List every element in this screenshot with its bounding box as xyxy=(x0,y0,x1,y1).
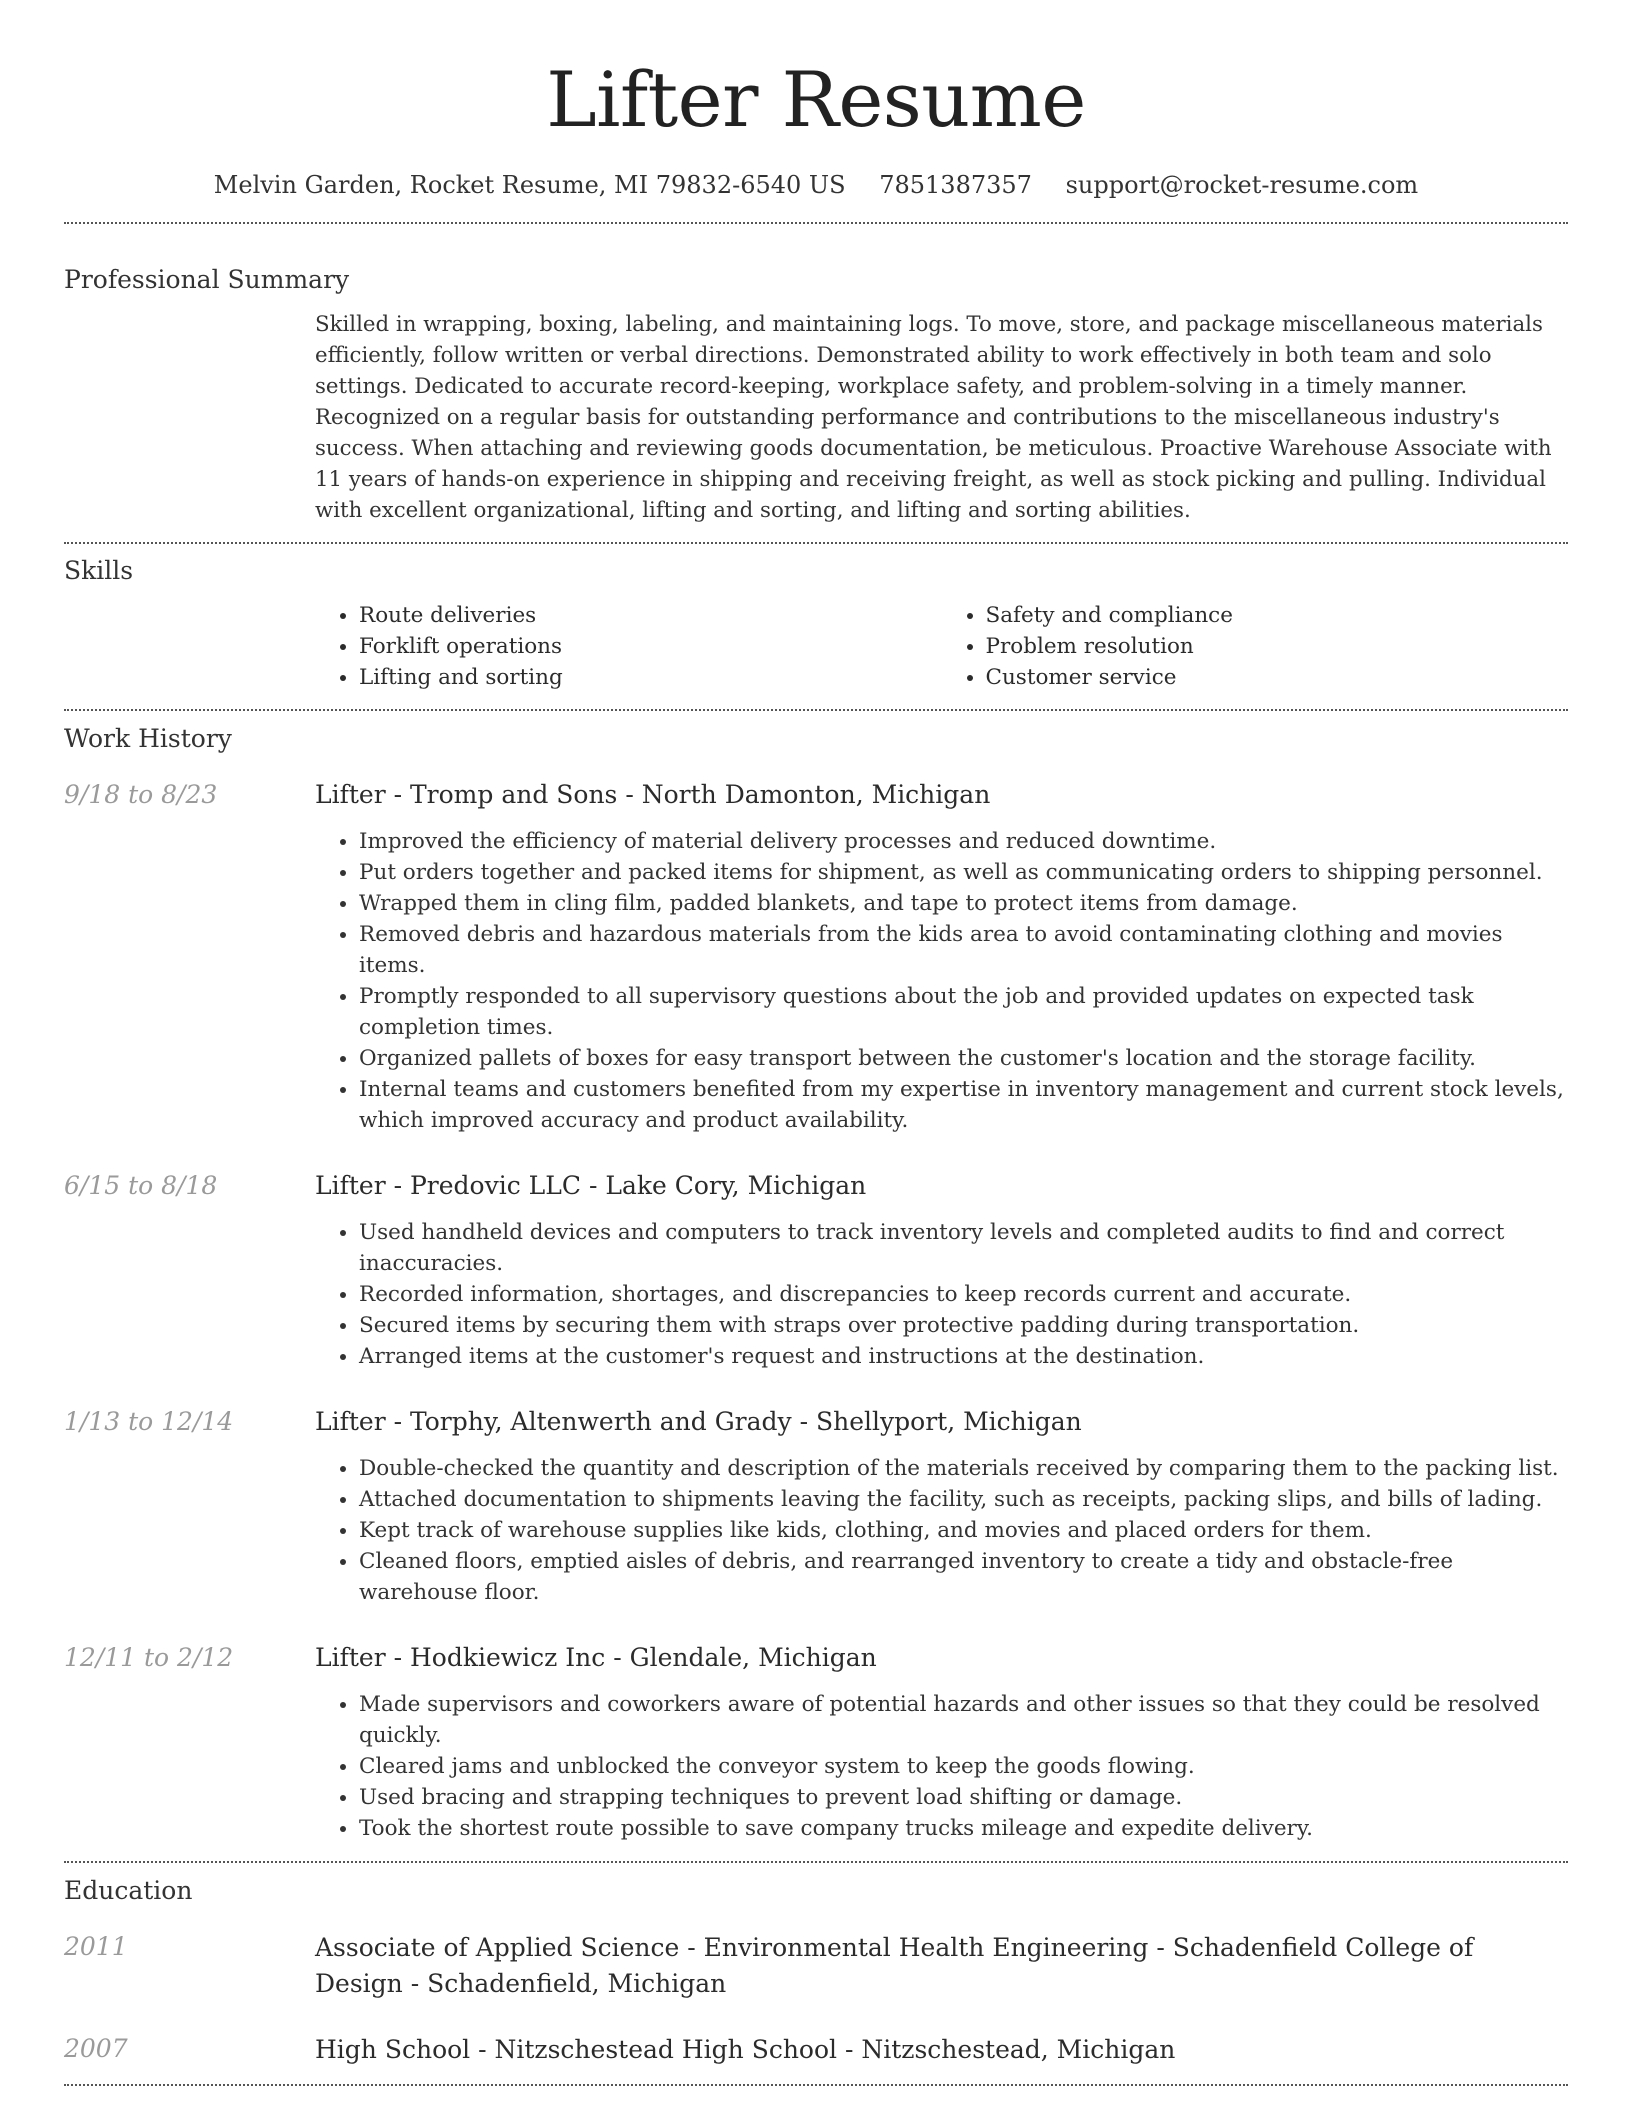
resume-page xyxy=(64,0,1568,2086)
summary-section xyxy=(64,309,1568,526)
contact-address: Melvin Garden, Rocket Resume, MI 79832-6540 US xyxy=(213,171,846,199)
summary-text: Skilled in wrapping, boxing, labeling, and maintaining logs. To move, store, and package miscellaneous materials efficiently, follow written or verbal directions. Demonstrated ability to work effectively in both team and solo settings. Dedicated to accurate record-keeping, workplace safety, and problem-solving in a timely manner. Recognized on a regular basis for outstanding performance and contributions to the miscellaneous industry's success. When attaching and reviewing goods documentation, be meticulous. Proactive Warehouse Associate with 11 years of hands-on experience in shipping and receiving freight, as well as stock picking and pulling. Individual with excellent organizational, lifting and sorting, and lifting and sorting abilities. xyxy=(315,312,1552,523)
work-history-heading: Work History xyxy=(64,724,232,753)
divider xyxy=(64,709,1568,711)
job-bullet: • Cleared jams and unblocked the conveyor system to keep the goods flowing. xyxy=(359,1751,1568,1782)
job-bullet: • Wrapped them in cling film, padded blankets, and tape to protect items from damage. xyxy=(359,888,1568,919)
job-bullet: • Made supervisors and coworkers aware of potential hazards and other issues so that they could be resolved quickly. xyxy=(359,1689,1568,1751)
job-bullet: • Internal teams and customers benefited from my expertise in inventory management and current stock levels, which improved accuracy and product availability. xyxy=(359,1074,1568,1136)
skill-item: • Route deliveries xyxy=(359,600,942,631)
divider xyxy=(64,222,1568,224)
job-bullet: • Promptly responded to all supervisory questions about the job and provided updates on expected task completion times. xyxy=(359,981,1568,1043)
job-bullet: • Used bracing and strapping techniques to prevent load shifting or damage. xyxy=(359,1782,1568,1813)
job-bullet: • Attached documentation to shipments leaving the facility, such as receipts, packing slips, and bills of lading. xyxy=(359,1484,1568,1515)
skills-list xyxy=(315,600,1568,693)
job-bullet: • Organized pallets of boxes for easy transport between the customer's location and the storage facility. xyxy=(359,1043,1568,1074)
education-entry xyxy=(64,2032,1568,2068)
job-entry xyxy=(64,778,1568,1136)
job-entry xyxy=(64,1405,1568,1608)
skill-item: • Lifting and sorting xyxy=(359,662,942,693)
education-title: Associate of Applied Science - Environmental Health Engineering - Schadenfield College of Design - Schadenfield, Michigan xyxy=(315,1933,1474,1998)
skill-item: • Customer service xyxy=(986,662,1569,693)
job-entry xyxy=(64,1641,1568,1844)
job-title: Lifter - Tromp and Sons - North Damonton, Michigan xyxy=(315,780,991,809)
skill-item: • Safety and compliance xyxy=(986,600,1569,631)
job-bullet: • Used handheld devices and computers to track inventory levels and completed audits to find and correct inaccuracies. xyxy=(359,1217,1568,1279)
education-heading: Education xyxy=(64,1876,193,1905)
job-bullet: • Removed debris and hazardous materials from the kids area to avoid contaminating clothing and movies items. xyxy=(359,919,1568,981)
job-title: Lifter - Predovic LLC - Lake Cory, Michigan xyxy=(315,1171,867,1200)
job-bullets xyxy=(315,1453,1568,1608)
job-bullet: • Put orders together and packed items for shipment, as well as communicating orders to shipping personnel. xyxy=(359,857,1568,888)
job-bullet: • Improved the efficiency of material delivery processes and reduced downtime. xyxy=(359,826,1568,857)
job-bullet: • Arranged items at the customer's request and instructions at the destination. xyxy=(359,1341,1568,1372)
job-dates: 12/11 to 2/12 xyxy=(64,1643,234,1672)
skills-section xyxy=(64,600,1568,693)
divider xyxy=(64,2084,1568,2086)
resume-title: Lifter Resume xyxy=(546,55,1086,144)
job-bullets xyxy=(315,1689,1568,1844)
job-dates: 9/18 to 8/23 xyxy=(64,780,218,809)
job-bullet: • Recorded information, shortages, and discrepancies to keep records current and accurate. xyxy=(359,1279,1568,1310)
job-dates: 1/13 to 12/14 xyxy=(64,1407,234,1436)
education-year: 2007 xyxy=(64,2034,128,2063)
job-bullet: • Double-checked the quantity and description of the materials received by comparing them to the packing list. xyxy=(359,1453,1568,1484)
job-bullet: • Kept track of warehouse supplies like kids, clothing, and movies and placed orders for them. xyxy=(359,1515,1568,1546)
summary-heading: Professional Summary xyxy=(64,265,350,294)
job-bullet: • Secured items by securing them with straps over protective padding during transportation. xyxy=(359,1310,1568,1341)
contact-email: support@rocket-resume.com xyxy=(1065,171,1419,199)
skills-column-1 xyxy=(315,600,942,693)
skill-item: • Forklift operations xyxy=(359,631,942,662)
education-entry xyxy=(64,1930,1568,2002)
contact-phone: 7851387357 xyxy=(879,171,1032,199)
contact-line xyxy=(64,168,1568,202)
divider xyxy=(64,1861,1568,1863)
education-title: High School - Nitzschestead High School - Nitzschestead, Michigan xyxy=(315,2035,1176,2064)
job-entry xyxy=(64,1169,1568,1372)
education-year: 2011 xyxy=(64,1932,128,1961)
job-bullet: • Took the shortest route possible to save company trucks mileage and expedite delivery. xyxy=(359,1813,1568,1844)
divider xyxy=(64,542,1568,544)
skills-column-2 xyxy=(942,600,1569,693)
skill-item: • Problem resolution xyxy=(986,631,1569,662)
job-dates: 6/15 to 8/18 xyxy=(64,1171,218,1200)
job-title: Lifter - Torphy, Altenwerth and Grady - Shellyport, Michigan xyxy=(315,1407,1082,1436)
job-bullets xyxy=(315,1217,1568,1372)
job-bullet: • Cleaned floors, emptied aisles of debris, and rearranged inventory to create a tidy and obstacle-free warehouse floor. xyxy=(359,1546,1568,1608)
job-title: Lifter - Hodkiewicz Inc - Glendale, Michigan xyxy=(315,1643,877,1672)
job-bullets xyxy=(315,826,1568,1136)
skills-heading: Skills xyxy=(64,556,134,585)
